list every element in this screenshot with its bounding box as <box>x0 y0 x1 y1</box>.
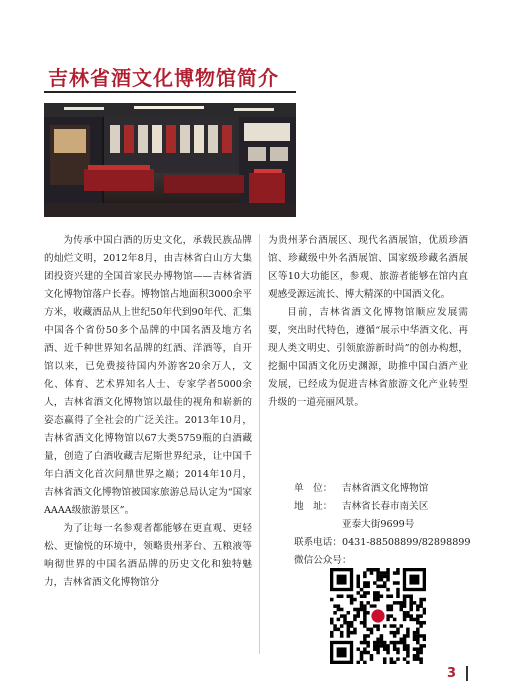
unit-row <box>294 480 471 498</box>
column-divider <box>259 234 260 654</box>
qr-code-icon <box>330 568 426 664</box>
museum-interior-illustration <box>44 103 296 217</box>
address-label: 地 址： <box>294 501 333 512</box>
page-title: 吉林省酒文化博物馆简介 <box>48 66 279 90</box>
address-row-2 <box>294 516 471 534</box>
page-number-bar <box>466 666 468 681</box>
address-row <box>294 498 471 516</box>
paragraph-current: 目前，吉林省酒文化博物馆顺应发展需要，突出时代特色，遵循“展示中华酒文化、再现人类文明史、引领旅游新时尚”的创办构想，挖掘中国酒文化历史渊源，助推中国白酒产业发展，已经成为促进吉林省旅游文化产业转型升级的一道亮丽风景。 <box>268 307 468 408</box>
phone-row <box>294 534 471 552</box>
phone-value: 0431-88508899/82898899 <box>341 537 471 548</box>
page-number: 3 <box>447 666 457 681</box>
title-underline <box>44 91 296 93</box>
wechat-label: 微信公众号： <box>294 555 352 566</box>
phone-label: 联系电话： <box>294 537 342 548</box>
address-line-1: 吉林省长春市南关区 <box>342 501 429 512</box>
paragraph-intro: 为传承中国白酒的历史文化，承载民族品牌的灿烂文明，2012年8月，由吉林省白山方大集团投资兴建的全国首家民办博物馆——吉林省酒文化博物馆落户长春。博物馆占地面积3000余平方米，收藏酒品从上世纪50年代到90年代、汇集中国各个省份50多个品牌的中国名酒及地方名酒、近千种世界知名品牌的红酒、洋酒等，自开馆以来，已免费接待国内外游客20余万人，文化、体育、艺术界知名人士、专家学者5000余人，吉林省酒文化博物馆以最佳的视角和崭新的姿态赢得了全社会的广泛关注。2013年10月，吉林省酒文化博物馆以67大类5759瓶的白酒藏量，创造了白酒收藏吉尼斯世界纪录，让中国千年白酒文化首次问鼎世界之巅；2014年10月，吉林省酒文化博物馆被国家旅游总局认定为“国家AAAA级旅游景区”。 <box>44 235 252 516</box>
article-column-left <box>44 232 252 592</box>
paragraph-exhibits-start: 为了让每一名参观者都能够在更直观、更轻松、更愉悦的环境中，领略贵州茅台、五粮液等响彻世界的中国名酒品牌的历史文化和独特魅力，吉林省酒文化博物馆分 <box>44 523 252 588</box>
paragraph-exhibits-cont: 为贵州茅台酒展区、现代名酒展馆，优质珍酒馆、珍藏级中外名酒展馆、国家级珍藏名酒展区等10大功能区，参观、旅游者能够在馆内直观感受源远流长、博大精深的中国酒文化。 <box>268 235 468 300</box>
wechat-qr-code[interactable] <box>330 568 426 664</box>
museum-photo <box>44 103 296 217</box>
contact-info <box>294 480 471 570</box>
article-column-right <box>268 232 468 412</box>
unit-label: 单 位： <box>294 483 333 494</box>
unit-value: 吉林省酒文化博物馆 <box>342 483 429 494</box>
address-line-2: 亚泰大街9699号 <box>342 519 415 530</box>
